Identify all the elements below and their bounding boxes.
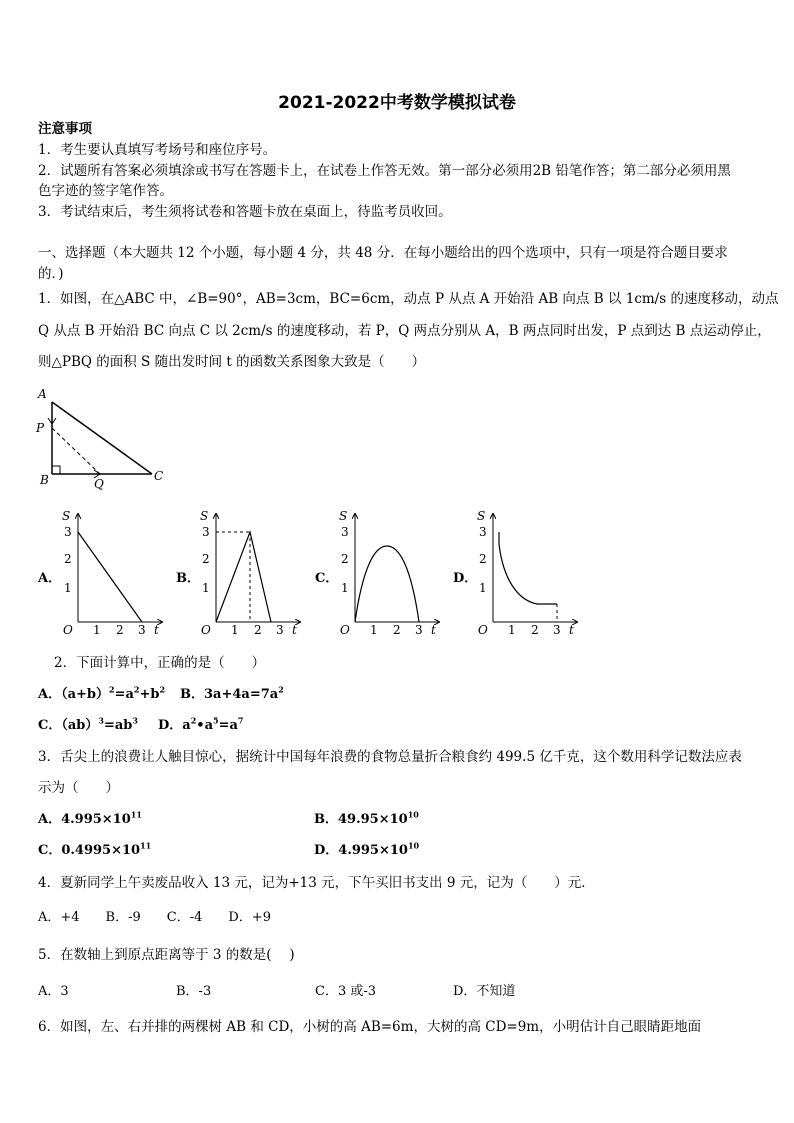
origin-label: O xyxy=(63,623,73,637)
y-tick-1: 1 xyxy=(341,581,349,595)
curve-d xyxy=(499,532,557,604)
x-tick-2: 2 xyxy=(254,623,262,637)
label-q: Q xyxy=(94,477,104,491)
y-tick-3: 3 xyxy=(479,525,487,539)
right-angle-mark xyxy=(52,466,60,474)
q5-stem: 5．在数轴上到原点距离等于 3 的数是( ) xyxy=(38,947,295,963)
x-tick-1: 1 xyxy=(508,623,516,637)
section-heading-cont: 的．) xyxy=(38,266,64,282)
axis-label-t: t xyxy=(569,623,574,637)
q3-option-a: A．$4.995\times 10^{11}$ xyxy=(38,809,142,827)
x-tick-3: 3 xyxy=(415,623,423,637)
x-tick-1: 1 xyxy=(93,623,101,637)
axis-label-s: S xyxy=(62,509,71,523)
origin-label: O xyxy=(340,623,350,637)
label-p: P xyxy=(36,421,45,435)
notice-item: 2．试题所有答案必须填涂或书写在答题卡上，在试卷上作答无效。第一部分必须用2B 铅笔作答；第二部分必须用黑 xyxy=(38,163,731,179)
label-b: B xyxy=(40,473,49,487)
curve-a xyxy=(78,532,142,622)
y-tick-2: 2 xyxy=(479,552,487,566)
curve-c xyxy=(355,546,419,622)
q6-stem: 6．如图，左、右并排的两棵树 AB 和 CD，小树的高 AB=6m，大树的高 CD=9m，小明估计自己眼睛距地面 xyxy=(38,1019,702,1035)
side-ac xyxy=(52,402,152,474)
label-c: C xyxy=(154,469,164,483)
y-tick-3: 3 xyxy=(64,525,72,539)
q3-option-d: D．$4.995\times 10^{10}$ xyxy=(314,840,420,858)
q1-option-c-label: C． xyxy=(315,571,339,586)
q1-graph-d xyxy=(473,508,585,640)
notice-item: 3．考试结束后，考生须将试卷和答题卡放在桌面上，待监考员收回。 xyxy=(38,204,452,220)
x-tick-2: 2 xyxy=(531,623,539,637)
segment-pq xyxy=(52,428,100,474)
q2-option-d: D．$a^2•a^5=a^7$ xyxy=(158,715,244,733)
x-tick-2: 2 xyxy=(116,623,124,637)
q3-stem: 3．舌尖上的浪费让人触目惊心，据统计中国每年浪费的食物总量折合粮食约 499.5 亿千克，这个数用科学记数法应表 xyxy=(38,749,742,765)
y-tick-1: 1 xyxy=(64,581,72,595)
q4-options: A．+4 B．-9 C．-4 D．+9 xyxy=(38,910,271,925)
axis-label-t: t xyxy=(431,623,436,637)
q1-option-d-label: D． xyxy=(453,571,478,586)
notice-heading: 注意事项 xyxy=(38,121,92,137)
q3-stem-cont: 示为（ ） xyxy=(38,780,119,796)
section-heading: 一、选择题（本大题共 12 个小题，每小题 4 分，共 48 分．在每小题给出的四个选项中，只有一项是符合题目要求 xyxy=(38,245,728,261)
q1-stem: 则△PBQ 的面积 S 随出发时间 t 的函数关系图象大致是（ ） xyxy=(38,354,426,370)
x-tick-1: 1 xyxy=(370,623,378,637)
origin-label: O xyxy=(201,623,211,637)
y-tick-3: 3 xyxy=(202,525,210,539)
q2-option-a: A．$(a+b)^2=a^2+b^2$ xyxy=(38,684,166,702)
q5-option-c: C．3 或-3 xyxy=(315,984,377,999)
q1-option-b-label: B． xyxy=(176,571,200,586)
axis-label-t: t xyxy=(154,623,159,637)
axis-label-s: S xyxy=(477,509,486,523)
q1-stem: 1．如图，在△ABC 中，∠B=90°，AB=3cm，BC=6cm，动点 P 从点 A 开始沿 AB 向点 B 以 1cm/s 的速度移动，动点 xyxy=(38,291,779,307)
axis-label-t: t xyxy=(292,623,297,637)
q3-option-c: C．$0.4995\times 10^{11}$ xyxy=(38,840,152,858)
q5-option-d: D．不知道 xyxy=(453,984,516,999)
q1-graph-b xyxy=(196,508,308,640)
notice-item: 1．考生要认真填写考场号和座位序号。 xyxy=(38,142,277,158)
x-tick-1: 1 xyxy=(231,623,239,637)
q5-option-b: B．-3 xyxy=(176,984,212,999)
y-tick-2: 2 xyxy=(202,552,210,566)
q2-option-c: C．$(ab)^3=ab^3$ xyxy=(38,715,138,733)
curve-b xyxy=(216,532,271,622)
y-tick-2: 2 xyxy=(64,552,72,566)
page-title: 2021-2022中考数学模拟试卷 xyxy=(278,93,516,113)
q1-option-a-label: A． xyxy=(38,571,62,586)
y-tick-3: 3 xyxy=(341,525,349,539)
y-tick-1: 1 xyxy=(479,581,487,595)
notice-item: 色字迹的签字笔作答。 xyxy=(38,183,173,199)
x-tick-3: 3 xyxy=(276,623,284,637)
y-tick-1: 1 xyxy=(202,581,210,595)
label-a: A xyxy=(38,387,47,401)
x-tick-3: 3 xyxy=(553,623,561,637)
q1-graph-c xyxy=(335,508,447,640)
q1-stem: Q 从点 B 开始沿 BC 向点 C 以 2cm/s 的速度移动，若 P，Q 两点分别从 A，B 两点同时出发，P 点到达 B 点运动停止， xyxy=(38,323,771,339)
q1-triangle-figure xyxy=(34,382,174,492)
y-tick-2: 2 xyxy=(341,552,349,566)
q4-stem: 4．夏新同学上午卖废品收入 13 元，记为+13 元，下午买旧书支出 9 元，记为（ ）元． xyxy=(38,875,595,891)
origin-label: O xyxy=(478,623,488,637)
q2-stem: 2．下面计算中，正确的是（ ） xyxy=(54,655,266,671)
x-tick-3: 3 xyxy=(138,623,146,637)
q2-option-b: B．$3a+4a=7a^2$ xyxy=(180,684,284,702)
axis-label-s: S xyxy=(339,509,348,523)
x-tick-2: 2 xyxy=(393,623,401,637)
q5-option-a: A．3 xyxy=(38,984,69,999)
axis-label-s: S xyxy=(200,509,209,523)
q3-option-b: B．$49.95\times 10^{10}$ xyxy=(314,809,419,827)
q1-graph-a xyxy=(58,508,170,640)
